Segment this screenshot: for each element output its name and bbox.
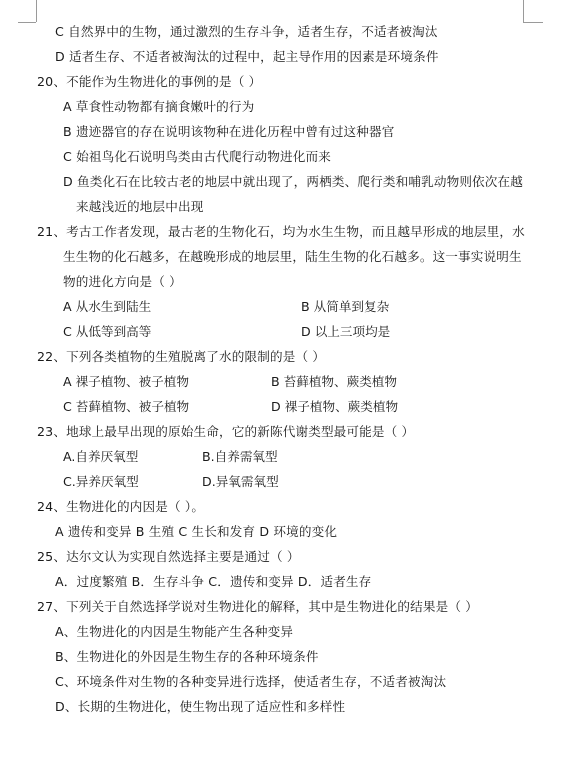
q23-option-c: C.异养厌氧型: [63, 474, 139, 489]
q21-stem-cont1: 生生物的化石越多，在越晚形成的地层里，陆生生物的化石越多。这一事实说明生: [63, 249, 522, 264]
q25-options: A．过度繁殖 B．生存斗争 C．遗传和变异 D．适者生存: [55, 574, 372, 589]
q22-option-a: A 裸子植物、被子植物: [63, 374, 189, 389]
q27-option-d: D、长期的生物进化，使生物出现了适应性和多样性: [55, 699, 346, 714]
crop-mark-left-horizontal: [18, 22, 36, 23]
crop-mark-right-vertical: [523, 0, 524, 22]
crop-mark-right-horizontal: [523, 22, 543, 23]
q20-option-b: B 遗迹器官的存在说明该物种在进化历程中曾有过这种器官: [63, 124, 395, 139]
q21-stem: 21、考古工作者发现，最古老的生物化石，均为水生生物，而且越早形成的地层里，水: [37, 224, 525, 239]
q21-option-a: A 从水生到陆生: [63, 299, 152, 314]
q24-stem: 24、生物进化的内因是（ ）。: [37, 499, 205, 514]
q20-option-a: A 草食性动物都有摘食嫩叶的行为: [63, 99, 255, 114]
q19-option-d: D 适者生存、不适者被淘汰的过程中，起主导作用的因素是环境条件: [55, 49, 439, 64]
q22-option-d: D 裸子植物、蕨类植物: [271, 399, 399, 414]
q21-option-d: D 以上三项均是: [301, 324, 391, 339]
q21-stem-cont2: 物的进化方向是（ ）: [63, 274, 182, 289]
q25-stem: 25、达尔文认为实现自然选择主要是通过（ ）: [37, 549, 300, 564]
q27-option-c: C、环境条件对生物的各种变异进行选择，使适者生存，不适者被淘汰: [55, 674, 447, 689]
q22-stem: 22、下列各类植物的生殖脱离了水的限制的是（ ）: [37, 349, 326, 364]
q22-option-b: B 苔藓植物、蕨类植物: [271, 374, 397, 389]
q27-option-b: B、生物进化的外因是生物生存的各种环境条件: [55, 649, 319, 664]
q19-option-c: C 自然界中的生物，通过激烈的生存斗争，适者生存，不适者被淘汰: [55, 24, 438, 39]
q23-option-a: A.自养厌氧型: [63, 449, 139, 464]
q27-option-a: A、生物进化的内因是生物能产生各种变异: [55, 624, 294, 639]
q21-option-b: B 从简单到复杂: [301, 299, 390, 314]
q27-stem: 27、下列关于自然选择学说对生物进化的解释，其中是生物进化的结果是（ ）: [37, 599, 479, 614]
q20-option-d: D 鱼类化石在比较古老的地层中就出现了，两栖类、爬行类和哺乳动物则依次在越: [63, 174, 524, 189]
q21-option-c: C 从低等到高等: [63, 324, 152, 339]
crop-mark-left-vertical: [36, 0, 37, 22]
q20-stem: 20、不能作为生物进化的事例的是（ ）: [37, 74, 262, 89]
q24-options: A 遗传和变异 B 生殖 C 生长和发育 D 环境的变化: [55, 524, 338, 539]
q20-option-c: C 始祖鸟化石说明鸟类由古代爬行动物进化而来: [63, 149, 331, 164]
q23-stem: 23、地球上最早出现的原始生命，它的新陈代谢类型最可能是（ ）: [37, 424, 415, 439]
q23-option-d: D.异氧需氧型: [202, 474, 279, 489]
q23-option-b: B.自养需氧型: [202, 449, 278, 464]
q20-option-d-cont: 来越浅近的地层中出现: [76, 199, 204, 214]
q22-option-c: C 苔藓植物、被子植物: [63, 399, 190, 414]
